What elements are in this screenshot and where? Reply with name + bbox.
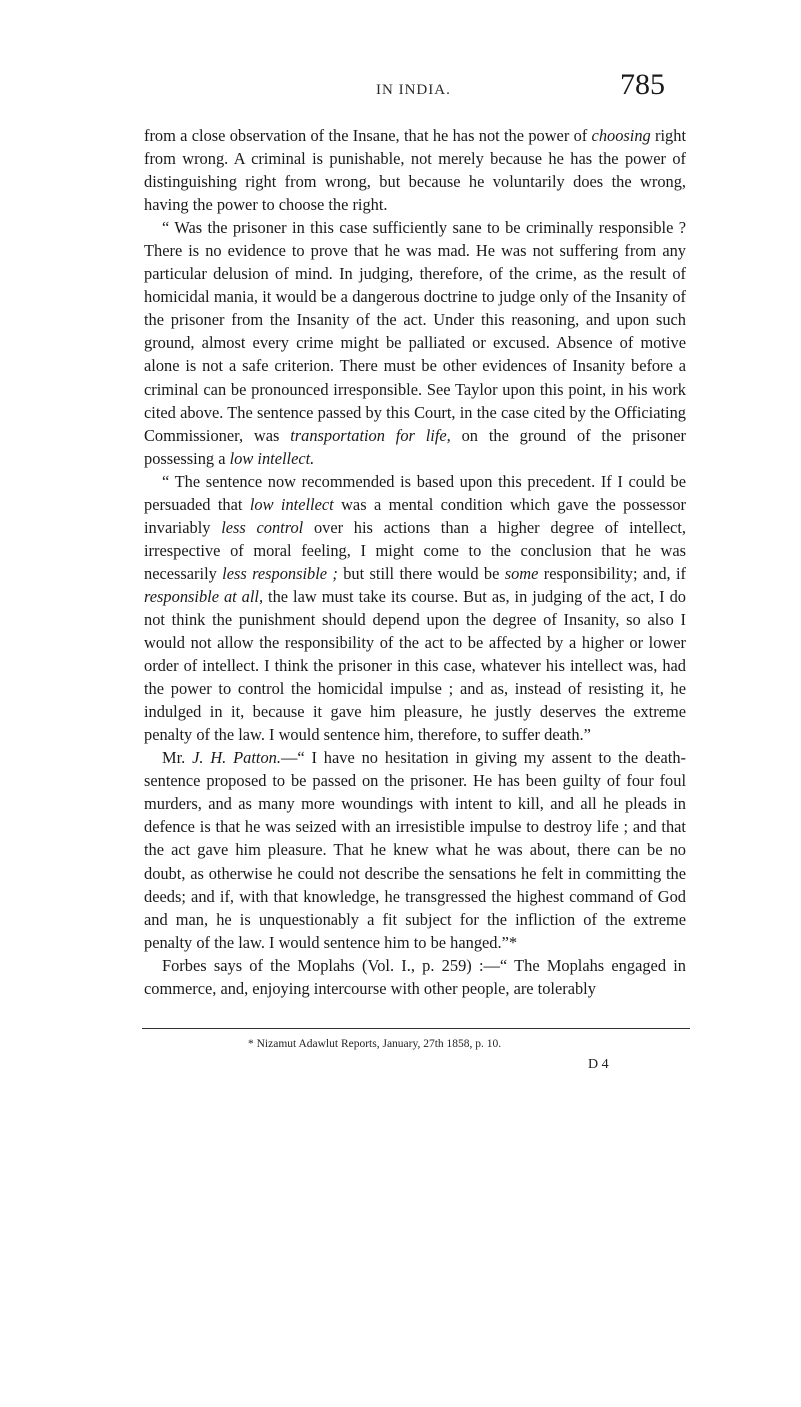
emphasis: low intellect (249, 494, 334, 514)
text-run: over his actions than a higher degree of intellect, irrespective of moral feeling, I might come to the conclusion that he was necessarily (144, 517, 686, 583)
text-run: —“ I have no hesitation in giving my assent to the death-sentence proposed to be passed on the prisoner. He has been guilty of four foul murders, and as many more woundings with intent to kill, and all he pleads in defence is that he was seized with an irresistible impulse to destroy life ; and that the act gave him pleasure. That he knew what he was about, there can be no doubt, as otherwise he could not describe the sensations he felt in committing the deeds; and if, with that knowledge, he transgressed the highest command of God and man, he is unquestionably a fit subject for the infliction of the extreme penalty of the law. I would sentence him to be hanged.”* (144, 748, 686, 952)
emphasis: less responsible ; (222, 563, 338, 583)
text-run: from a close observation of the Insane, that he has not the power of (144, 126, 592, 145)
text-run: “ The sentence now recommended is based upon this precedent. If I could be persuaded that (144, 471, 686, 514)
text-run: Forbes says of the Moplahs (Vol. I., p. 259) :—“ The Moplahs engaged in commerce, and, enjoying intercourse with other people, are tolerably (144, 955, 686, 998)
text-run: the law must take its course. But as, in judging of the act, I do not think the punishment should depend upon the degree of Insanity, so also I would not allow the responsibility of the act to be affected by a higher or lower order of intellect. I think the prisoner in this case, whatever his intellect was, had the power to control the homicidal impulse ; and as, instead of resisting it, he indulged in it, because it gave him pleasure, he justly deserves the extreme penalty of the law. I would sentence him, therefore, to suffer death.” (144, 586, 686, 745)
running-head: IN INDIA. (376, 82, 451, 98)
emphasis: less control (221, 517, 304, 537)
emphasis: choosing (591, 126, 651, 145)
paragraph-4 (144, 746, 686, 953)
emphasis: responsible at all, (144, 586, 264, 606)
text-run: but still there would be (337, 563, 505, 583)
footnote-text: * Nizamut Adawlut Reports, January, 27th 1858, p. 10. (248, 1038, 502, 1050)
paragraph-3 (144, 470, 686, 747)
paragraph-5 (144, 954, 686, 1000)
text-run: on the ground of the prisoner possessing a (144, 425, 686, 468)
page-number: 785 (620, 68, 665, 101)
emphasis: some (504, 563, 539, 583)
text-run: Mr. (162, 748, 193, 768)
footnote-rule (142, 1028, 690, 1029)
text-run: right from wrong. A criminal is punishable, not merely because he has the power of distinguishing right from wrong, but because he voluntarily does the wrong, having the power to choose the right. (144, 126, 686, 215)
signature-mark: D 4 (588, 1057, 609, 1072)
text-run: was a mental condition which gave the possessor invariably (144, 494, 687, 537)
paragraph-1 (144, 124, 686, 216)
paragraph-2 (144, 216, 686, 470)
text-run: responsibility; and, if (538, 563, 686, 583)
page-header (0, 68, 801, 118)
emphasis: transportation for life, (290, 425, 451, 445)
emphasis: low intellect. (229, 448, 315, 468)
speaker-name: J. H. Patton. (192, 748, 281, 768)
text-run: “ Was the prisoner in this case sufficiently sane to be criminally responsible ? There is no evidence to prove that he was mad. He was not suffering from any particular delusion of mind. In judging, therefore, of the crime, as the result of homicidal mania, it would be a dangerous doctrine to judge only of the Insanity of the prisoner from the Insanity of the act. Under this reasoning, and upon such ground, almost every crime might be palliated or excused. Absence of motive alone is not a safe criterion. There must be other evidences of Insanity before a criminal can be pronounced irresponsible. See Taylor upon this point, in his work cited above. The sentence passed by this Court, in the case cited by the Officiating Commissioner, was (144, 218, 686, 445)
body-text (144, 124, 686, 1000)
